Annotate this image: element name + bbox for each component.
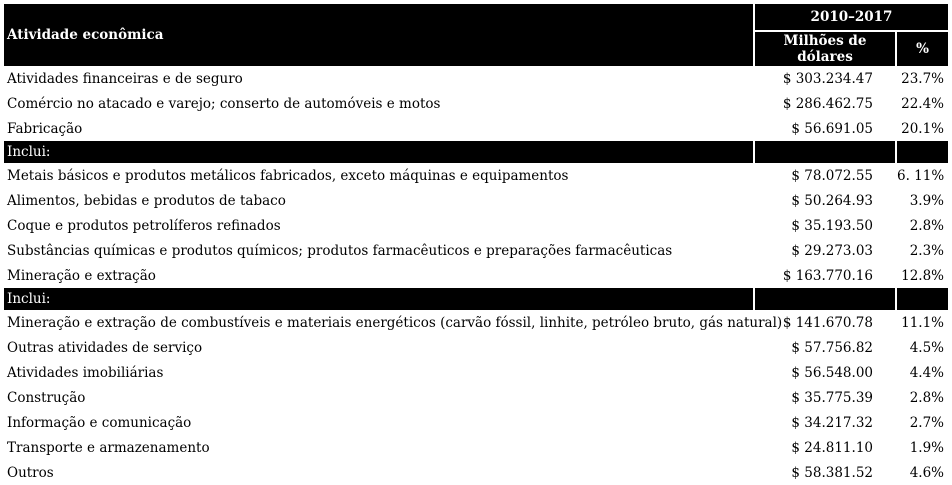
- value-cell: $ 78.072.55: [791, 167, 873, 184]
- table-row: [4, 91, 948, 116]
- value-cell: $ 58.381.52: [791, 464, 873, 481]
- subheading-blank-cell: [755, 141, 897, 163]
- unit-column-header: Milhões de dólares: [755, 32, 897, 66]
- percent-cell: 4.5%: [909, 339, 944, 356]
- value-cell: $ 24.811.10: [791, 439, 873, 456]
- activity-name: Informação e comunicação: [7, 414, 192, 431]
- percent-cell: 2.8%: [909, 217, 944, 234]
- percent-cell: 4.6%: [909, 464, 944, 481]
- table-row: [4, 188, 948, 213]
- subheading-row: [4, 141, 948, 163]
- activity-name: Construção: [7, 389, 86, 406]
- table-row: [4, 263, 948, 288]
- subheading-label: Inclui:: [4, 141, 755, 163]
- activity-name: Alimentos, bebidas e produtos de tabaco: [7, 192, 286, 209]
- percent-cell: 22.4%: [901, 95, 944, 112]
- percent-cell: 23.7%: [901, 70, 944, 87]
- percent-cell: 12.8%: [901, 267, 944, 284]
- period-header: 2010–2017: [755, 4, 948, 32]
- value-cell: $ 29.273.03: [791, 242, 873, 259]
- value-cell: $ 163.770.16: [782, 267, 873, 284]
- activity-name: Substâncias químicas e produtos químicos; produtos farmacêuticos e preparações farmacêuticas: [7, 242, 673, 259]
- value-cell: $ 56.548.00: [791, 364, 873, 381]
- subheading-blank-cell: [755, 288, 897, 310]
- percent-cell: 1.9%: [909, 439, 944, 456]
- table-row: [4, 238, 948, 263]
- percent-cell: 2.7%: [909, 414, 944, 431]
- table-row: [4, 335, 948, 360]
- table-row: [4, 310, 948, 335]
- value-cell: $ 35.193.50: [791, 217, 873, 234]
- subheading-blank-cell: [897, 141, 948, 163]
- activity-name: Metais básicos e produtos metálicos fabricados, exceto máquinas e equipamentos: [7, 167, 569, 184]
- table-row: [4, 116, 948, 141]
- table-row: [4, 163, 948, 188]
- table-row: [4, 385, 948, 410]
- activity-column-header: Atividade econômica: [4, 4, 755, 66]
- activity-name: Outras atividades de serviço: [7, 339, 203, 356]
- value-cell: $ 35.775.39: [791, 389, 873, 406]
- value-cell: $ 303.234.47: [782, 70, 873, 87]
- value-cell: $ 50.264.93: [791, 192, 873, 209]
- table-body: [4, 66, 948, 485]
- table-row: [4, 213, 948, 238]
- table-row: [4, 435, 948, 460]
- activity-name: Comércio no atacado e varejo; conserto de automóveis e motos: [7, 95, 441, 112]
- value-cell: $ 141.670.78: [782, 314, 873, 331]
- percent-cell: 4.4%: [909, 364, 944, 381]
- percent-cell: 20.1%: [901, 120, 944, 137]
- percent-cell: 3.9%: [909, 192, 944, 209]
- table-row: [4, 460, 948, 485]
- activity-name: Atividades financeiras e de seguro: [7, 70, 243, 87]
- value-cell: $ 286.462.75: [782, 95, 873, 112]
- percent-column-header: %: [897, 32, 948, 66]
- table-row: [4, 410, 948, 435]
- table-row: [4, 360, 948, 385]
- percent-cell: 11.1%: [901, 314, 944, 331]
- value-cell: $ 56.691.05: [791, 120, 873, 137]
- activity-name: Fabricação: [7, 120, 83, 137]
- economic-activity-table: [4, 4, 948, 485]
- activity-name: Mineração e extração de combustíveis e materiais energéticos (carvão fóssil, linhite, petróleo bruto, gás natural): [7, 314, 783, 331]
- subheading-row: [4, 288, 948, 310]
- percent-cell: 2.8%: [909, 389, 944, 406]
- subheading-blank-cell: [897, 288, 948, 310]
- table-row: [4, 66, 948, 91]
- percent-cell: 2.3%: [909, 242, 944, 259]
- subheading-label: Inclui:: [4, 288, 755, 310]
- activity-name: Outros: [7, 464, 54, 481]
- activity-name: Mineração e extração: [7, 267, 156, 284]
- table-header: [4, 4, 948, 66]
- activity-name: Coque e produtos petrolíferos refinados: [7, 217, 281, 234]
- percent-cell: 6. 11%: [897, 167, 945, 184]
- value-cell: $ 34.217.32: [791, 414, 873, 431]
- value-cell: $ 57.756.82: [791, 339, 873, 356]
- activity-name: Transporte e armazenamento: [7, 439, 210, 456]
- activity-name: Atividades imobiliárias: [7, 364, 164, 381]
